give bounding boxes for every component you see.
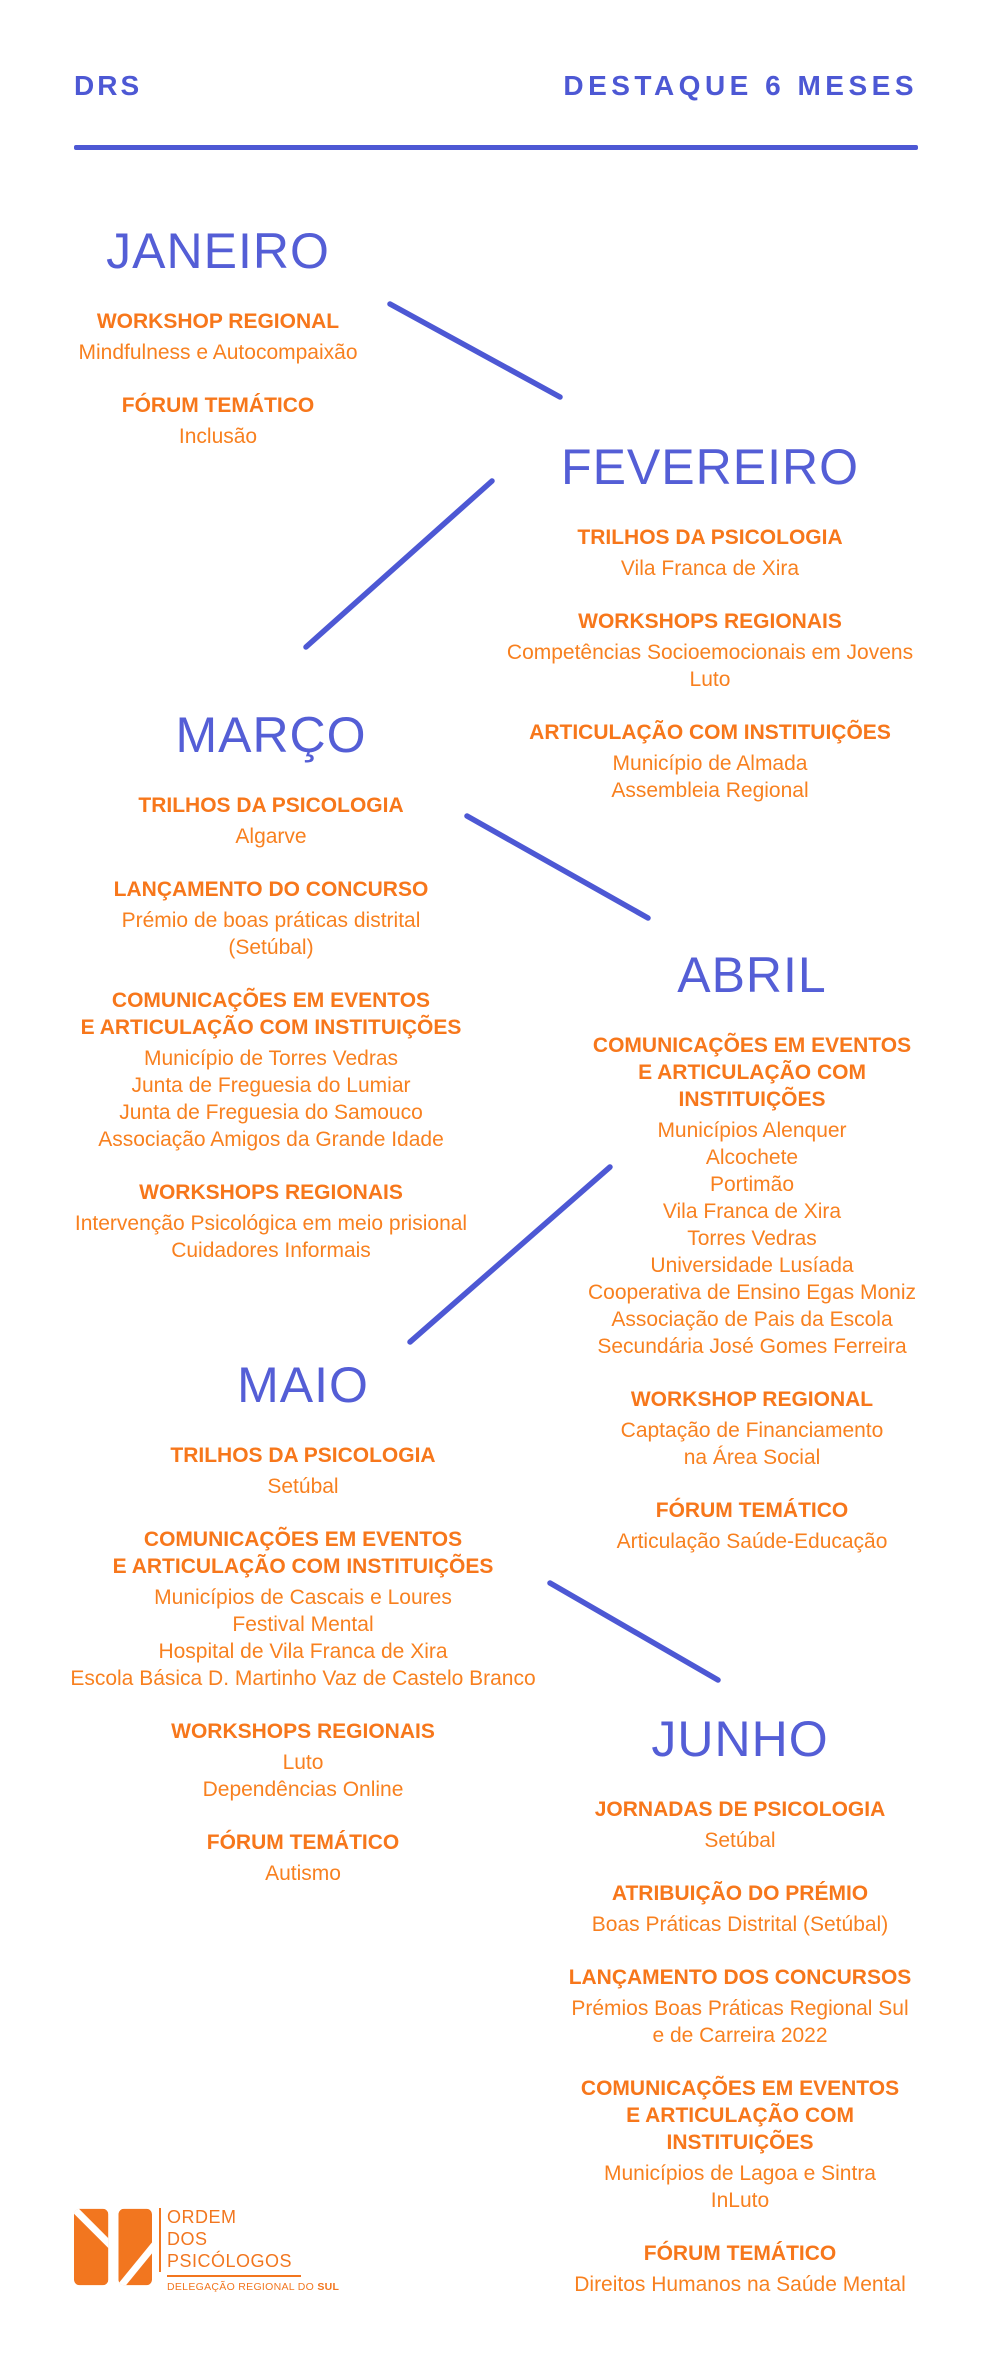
event-group-heading [507, 719, 913, 746]
event-group [569, 1880, 912, 1938]
event-group [70, 1526, 535, 1692]
logo-word-ordem: ORDEM [167, 2207, 237, 2227]
event-group-heading-line: LANÇAMENTO DOS CONCURSOS [568, 1966, 912, 1989]
event-item: Associação Amigos da Grande Idade [98, 1128, 444, 1151]
event-item: InLuto [710, 2189, 770, 2212]
event-item: Articulação Saúde-Educação [616, 1530, 888, 1553]
month-title: MARÇO [175, 707, 367, 763]
event-group-heading [507, 608, 913, 635]
event-item: Dependências Online [202, 1778, 404, 1801]
event-item: Direitos Humanos na Saúde Mental [574, 2273, 906, 2296]
logo-wordmark [167, 2206, 339, 2293]
event-group-heading-line: E ARTICULAÇÃO COM [638, 1061, 866, 1084]
event-group-heading-line: TRILHOS DA PSICOLOGIA [577, 526, 843, 549]
event-group [507, 608, 913, 693]
event-group-heading [569, 1880, 912, 1907]
event-item: Boas Práticas Distrital (Setúbal) [591, 1913, 889, 1936]
month-section-fevereiro [507, 438, 913, 804]
logo-tagline [167, 2281, 339, 2293]
event-group-heading [569, 2075, 912, 2156]
event-item: Municípios Alenquer [657, 1119, 847, 1142]
month-section-maio [70, 1356, 535, 1887]
month-groups [70, 1442, 535, 1887]
event-group-heading-line: WORKSHOPS REGIONAIS [139, 1181, 403, 1204]
event-item: Luto [282, 1751, 324, 1774]
logo-tagline-prefix: DELEGAÇÃO REGIONAL DO [167, 2281, 318, 2293]
event-group-heading [70, 1718, 535, 1745]
event-group-heading-line: COMUNICAÇÕES EM EVENTOS [592, 1034, 912, 1057]
event-group-heading [588, 1497, 916, 1524]
event-item: Torres Vedras [687, 1227, 817, 1250]
month-groups [588, 1032, 916, 1555]
event-group-heading [569, 2240, 912, 2267]
event-item: Intervenção Psicológica em meio prisional [74, 1212, 468, 1235]
month-groups [75, 792, 467, 1264]
connector-line-mai-jun [550, 1583, 718, 1680]
event-group-heading-line: FÓRUM TEMÁTICO [206, 1831, 400, 1854]
event-item: Vila Franca de Xira [662, 1200, 842, 1223]
event-item: Vila Franca de Xira [620, 557, 800, 580]
event-group-heading-line: JORNADAS DE PSICOLOGIA [594, 1798, 886, 1821]
event-group-heading-line: INSTITUIÇÕES [678, 1088, 826, 1111]
event-item: Assembleia Regional [611, 779, 809, 802]
event-group-heading-line: E ARTICULAÇÃO COM INSTITUIÇÕES [80, 1016, 462, 1039]
connector-line-fev-mar [306, 481, 492, 647]
event-group-heading-line: INSTITUIÇÕES [666, 2131, 814, 2154]
event-group-heading [588, 1032, 916, 1113]
event-item: Autismo [265, 1862, 341, 1885]
logo-tagline-region: SUL [317, 2281, 340, 2293]
event-group-heading-line: LANÇAMENTO DO CONCURSO [113, 878, 429, 901]
event-group-heading [507, 524, 913, 551]
event-group-heading-line: FÓRUM TEMÁTICO [655, 1499, 849, 1522]
event-group [75, 987, 467, 1153]
connector-line-mar-abr [467, 816, 648, 918]
event-group [75, 1179, 467, 1264]
event-item: Municípios de Cascais e Loures [154, 1586, 452, 1609]
event-group [507, 719, 913, 804]
event-group-heading-line: WORKSHOP REGIONAL [96, 310, 340, 333]
event-item: Luto [689, 668, 731, 691]
event-item: Inclusão [178, 425, 258, 448]
event-group-heading-line: TRILHOS DA PSICOLOGIA [138, 794, 404, 817]
event-item: Cuidadores Informais [171, 1239, 371, 1262]
event-group-heading-line: ATRIBUIÇÃO DO PRÉMIO [611, 1882, 869, 1905]
month-section-janeiro [79, 222, 358, 450]
event-group-heading [79, 308, 358, 335]
event-group-heading-line: TRILHOS DA PSICOLOGIA [170, 1444, 436, 1467]
event-item: Competências Socioemocionais em Jovens [506, 641, 914, 664]
month-section-junho [569, 1710, 912, 2298]
month-groups [507, 524, 913, 804]
event-item: Município de Torres Vedras [143, 1047, 399, 1070]
event-item: Setúbal [704, 1829, 776, 1852]
event-group-heading-line: WORKSHOPS REGIONAIS [578, 610, 842, 633]
month-groups [79, 308, 358, 450]
event-group [75, 876, 467, 961]
event-group-heading [70, 1526, 535, 1580]
event-group-heading-line: WORKSHOP REGIONAL [630, 1388, 874, 1411]
event-item: Algarve [235, 825, 307, 848]
event-group [569, 2075, 912, 2214]
event-group-heading-line: COMUNICAÇÕES EM EVENTOS [111, 989, 431, 1012]
event-group-heading [70, 1442, 535, 1469]
brand-abbreviation: DRS [74, 70, 143, 101]
event-item: Festival Mental [232, 1613, 374, 1636]
event-group-heading [70, 1829, 535, 1856]
logo-underline-rule [167, 2275, 301, 2277]
month-title: MAIO [237, 1357, 369, 1413]
event-item: Hospital de Vila Franca de Xira [158, 1640, 448, 1663]
event-item: (Setúbal) [228, 936, 314, 959]
event-item: Captação de Financiamento [620, 1419, 884, 1442]
event-item: e de Carreira 2022 [652, 2024, 828, 2047]
event-item: Município de Almada [612, 752, 808, 775]
event-item: na Área Social [683, 1446, 821, 1469]
event-item: Prémios Boas Práticas Regional Sul [571, 1997, 909, 2020]
event-item: Secundária José Gomes Ferreira [597, 1335, 907, 1358]
event-group-heading-line: WORKSHOPS REGIONAIS [171, 1720, 435, 1743]
month-section-abril [588, 946, 916, 1555]
event-group-heading [75, 987, 467, 1041]
event-group [588, 1497, 916, 1555]
event-group [569, 2240, 912, 2298]
event-group-heading [569, 1964, 912, 1991]
event-item: Prémio de boas práticas distrital [121, 909, 421, 932]
event-group-heading [588, 1386, 916, 1413]
event-group [70, 1718, 535, 1803]
month-section-marco [75, 706, 467, 1264]
month-groups [569, 1796, 912, 2298]
event-group [569, 1964, 912, 2049]
event-group-heading-line: COMUNICAÇÕES EM EVENTOS [143, 1528, 463, 1551]
event-group [79, 392, 358, 450]
event-group-heading-line: ARTICULAÇÃO COM INSTITUIÇÕES [529, 721, 891, 744]
logo-separator-rule [159, 2208, 161, 2272]
event-item: Junta de Freguesia do Samouco [119, 1101, 423, 1124]
event-group [70, 1829, 535, 1887]
month-title: FEVEREIRO [561, 439, 859, 495]
logo-word-dos: DOS [167, 2229, 208, 2249]
event-item: Cooperativa de Ensino Egas Moniz [587, 1281, 917, 1304]
event-group [569, 1796, 912, 1854]
event-group [79, 308, 358, 366]
month-title: ABRIL [677, 947, 827, 1003]
event-item: Universidade Lusíada [650, 1254, 854, 1277]
event-group-heading-line: E ARTICULAÇÃO COM INSTITUIÇÕES [112, 1555, 494, 1578]
event-group [588, 1032, 916, 1360]
event-item: Associação de Pais da Escola [611, 1308, 893, 1331]
event-item: Alcochete [705, 1146, 799, 1169]
psychologists-order-tree-icon [74, 2206, 152, 2288]
event-item: Municípios de Lagoa e Sintra [603, 2162, 876, 2185]
event-group-heading-line: FÓRUM TEMÁTICO [121, 394, 315, 417]
event-item: Junta de Freguesia do Lumiar [131, 1074, 411, 1097]
event-group-heading [75, 1179, 467, 1206]
event-group [588, 1386, 916, 1471]
event-group [70, 1442, 535, 1500]
event-group-heading [79, 392, 358, 419]
event-item: Escola Básica D. Martinho Vaz de Castelo Branco [70, 1667, 536, 1690]
ordem-dos-psicologos-logo [74, 2206, 339, 2293]
month-title: JANEIRO [106, 223, 330, 279]
event-group [75, 792, 467, 850]
page-title: DESTAQUE 6 MESES [563, 70, 918, 101]
event-group-heading [75, 876, 467, 903]
event-group [507, 524, 913, 582]
event-item: Setúbal [267, 1475, 339, 1498]
event-group-heading [75, 792, 467, 819]
event-group-heading-line: E ARTICULAÇÃO COM [626, 2104, 854, 2127]
event-group-heading [569, 1796, 912, 1823]
logo-word-psicologos: PSICÓLOGOS [167, 2251, 293, 2271]
month-title: JUNHO [651, 1711, 829, 1767]
event-item: Portimão [709, 1173, 795, 1196]
connector-line-jan-fev [390, 304, 560, 397]
event-group-heading-line: FÓRUM TEMÁTICO [643, 2242, 837, 2265]
event-group-heading-line: COMUNICAÇÕES EM EVENTOS [580, 2077, 900, 2100]
event-item: Mindfulness e Autocompaixão [78, 341, 358, 364]
